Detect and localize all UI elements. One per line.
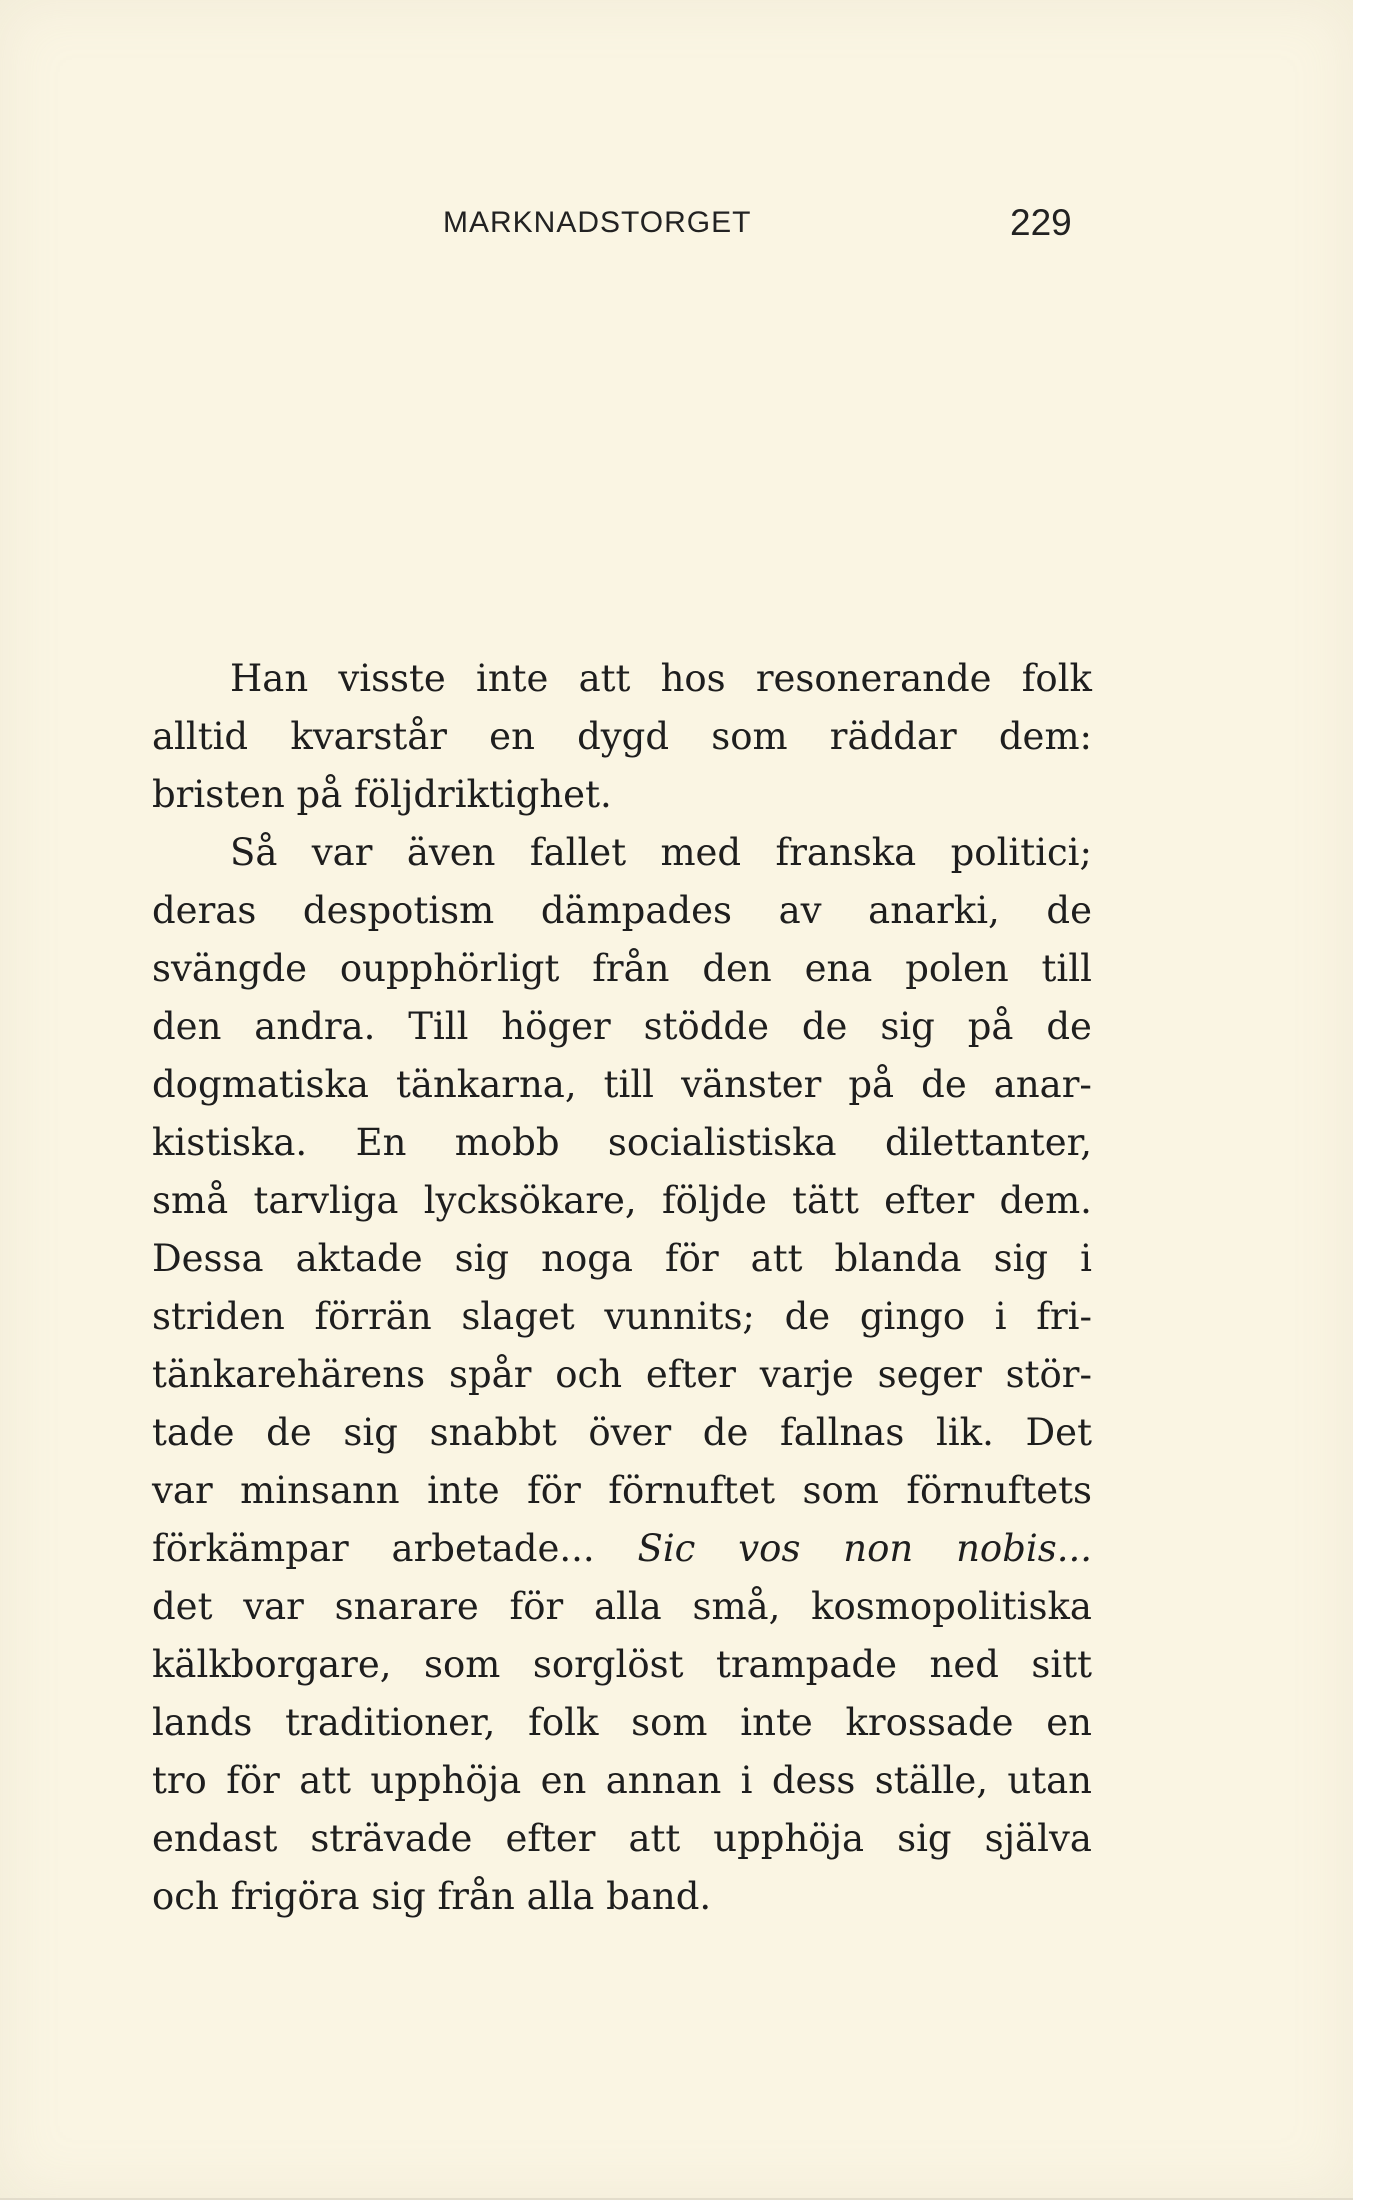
word: despotism <box>302 889 495 932</box>
word: för <box>664 1237 719 1280</box>
word: i <box>994 1295 1007 1338</box>
word: noga <box>541 1237 633 1280</box>
word: att <box>750 1237 803 1280</box>
word: en <box>540 1759 587 1802</box>
word: vänster <box>681 1063 822 1106</box>
word: folk <box>528 1701 599 1744</box>
word: aktade <box>295 1237 423 1280</box>
word: var <box>311 831 373 874</box>
word: anarki, <box>868 889 1000 932</box>
word: små <box>152 1179 229 1222</box>
word: ställe, <box>874 1759 989 1802</box>
word: alltid <box>152 715 249 758</box>
word: oupphörligt <box>339 947 560 990</box>
word: deras <box>152 889 257 932</box>
word: kälkborgare, <box>152 1643 392 1686</box>
word: Han <box>230 657 309 700</box>
word: förnuftets <box>906 1469 1092 1512</box>
word: räddar <box>829 715 957 758</box>
word: anar- <box>993 1063 1092 1106</box>
word: fri- <box>1036 1295 1092 1338</box>
word: svängde <box>152 947 308 990</box>
text-line <box>152 1346 1092 1404</box>
word: sorglöst <box>532 1643 684 1686</box>
text-line <box>152 1288 1092 1346</box>
word: minsann <box>240 1469 400 1512</box>
word: den <box>702 947 772 990</box>
word: lycksökare, <box>423 1179 637 1222</box>
word: förkämpar <box>152 1527 349 1570</box>
word: en <box>1046 1701 1092 1744</box>
word: från <box>592 947 670 990</box>
word: dem: <box>998 715 1092 758</box>
word: även <box>406 831 496 874</box>
word: tänkarehärens <box>152 1353 426 1396</box>
text-line <box>152 824 1092 882</box>
word: snabbt <box>429 1411 557 1454</box>
text-line <box>152 1404 1092 1462</box>
word: folk <box>1021 657 1092 700</box>
word: krossade <box>845 1701 1014 1744</box>
word: striden <box>152 1295 285 1338</box>
word: seger <box>877 1353 982 1396</box>
word: till <box>1041 947 1092 990</box>
word: med <box>660 831 742 874</box>
word: upphöja <box>713 1817 865 1860</box>
word: dilettanter, <box>884 1121 1092 1164</box>
body-text <box>152 650 1092 1926</box>
word: över <box>588 1411 672 1454</box>
word: tätt <box>792 1179 859 1222</box>
word: en <box>489 715 535 758</box>
word: som <box>711 715 788 758</box>
word: fallnas <box>780 1411 905 1454</box>
word: En <box>355 1121 407 1164</box>
italic-word: nobis... <box>956 1527 1092 1570</box>
word: tro <box>152 1759 207 1802</box>
word: dygd <box>577 715 670 758</box>
word: polen <box>905 947 1009 990</box>
word: utan <box>1007 1759 1092 1802</box>
word: blanda <box>834 1237 962 1280</box>
word: inte <box>427 1469 500 1512</box>
word: stödde <box>643 1005 769 1048</box>
word: efter <box>884 1179 975 1222</box>
text-line <box>152 1810 1092 1868</box>
word: för <box>226 1759 280 1802</box>
word: Till <box>408 1005 469 1048</box>
word: i <box>740 1759 753 1802</box>
word: som <box>802 1469 879 1512</box>
word: den <box>152 1005 222 1048</box>
word: Så <box>230 831 278 874</box>
word: dess <box>771 1759 856 1802</box>
word: hos <box>660 657 726 700</box>
word: tarvliga <box>253 1179 399 1222</box>
word: inte <box>740 1701 813 1744</box>
word: förrän <box>314 1295 432 1338</box>
word: de <box>801 1005 848 1048</box>
word: för <box>509 1585 564 1628</box>
word: på <box>848 1063 895 1106</box>
word: att <box>299 1759 352 1802</box>
word: endast <box>152 1817 278 1860</box>
word: de <box>266 1411 312 1454</box>
word: små, <box>692 1585 781 1628</box>
word: kosmopolitiska <box>811 1585 1092 1628</box>
word: tänkarna, <box>396 1063 577 1106</box>
text-line <box>152 1172 1092 1230</box>
word: sitt <box>1031 1643 1092 1686</box>
word: på <box>967 1005 1014 1048</box>
text-line <box>152 1230 1092 1288</box>
italic-word: non <box>843 1527 914 1570</box>
word: resonerande <box>755 657 992 700</box>
word: mobb <box>454 1121 560 1164</box>
word: följde <box>661 1179 767 1222</box>
text-line <box>152 882 1092 940</box>
word: politici; <box>950 831 1092 874</box>
word: lands <box>152 1701 253 1744</box>
word: de <box>702 1411 749 1454</box>
word: sig <box>880 1005 935 1048</box>
word: var <box>152 1469 213 1512</box>
word: tade <box>152 1411 235 1454</box>
word: traditioner, <box>285 1701 496 1744</box>
running-header: MARKNADSTORGET <box>443 206 752 239</box>
word: inte <box>475 657 549 700</box>
italic-word: Sic <box>637 1527 696 1570</box>
word: höger <box>501 1005 611 1048</box>
word: stör- <box>1005 1353 1092 1396</box>
word: Dessa <box>152 1237 264 1280</box>
italic-word: vos <box>738 1527 801 1570</box>
word: att <box>578 657 631 700</box>
page-number: 229 <box>1010 202 1072 243</box>
word: kistiska. <box>152 1121 308 1164</box>
text-line <box>152 1520 1092 1578</box>
word: alla <box>593 1585 662 1628</box>
word: dämpades <box>540 889 732 932</box>
word: att <box>628 1817 681 1860</box>
word: varje <box>759 1353 854 1396</box>
word: de <box>1046 1005 1092 1048</box>
word: själva <box>984 1817 1092 1860</box>
word: socialistiska <box>607 1121 837 1164</box>
text-line <box>152 1752 1092 1810</box>
text-line: och frigöra sig från alla band. <box>152 1875 712 1918</box>
word: de <box>784 1295 831 1338</box>
word: kvarstår <box>290 715 447 758</box>
word: arbetade... <box>391 1527 595 1570</box>
word: dogmatiska <box>152 1063 369 1106</box>
word: spår <box>448 1353 532 1396</box>
word: sig <box>454 1237 510 1280</box>
text-line <box>152 1578 1092 1636</box>
text-line <box>152 708 1092 766</box>
word: trampade <box>715 1643 897 1686</box>
word: förnuftet <box>608 1469 775 1512</box>
word: sig <box>343 1411 398 1454</box>
word: franska <box>775 831 917 874</box>
word: snarare <box>334 1585 479 1628</box>
word: ena <box>804 947 873 990</box>
word: lik. <box>936 1411 994 1454</box>
word: det <box>152 1585 213 1628</box>
word: upphöja <box>370 1759 522 1802</box>
word: var <box>243 1585 304 1628</box>
word: strävade <box>310 1817 473 1860</box>
word: de <box>1046 889 1092 932</box>
word: av <box>778 889 822 932</box>
text-line <box>152 650 1092 708</box>
text-line <box>152 940 1092 998</box>
word: sig <box>993 1237 1049 1280</box>
word: annan <box>605 1759 722 1802</box>
text-line <box>152 1462 1092 1520</box>
text-line <box>152 1114 1092 1172</box>
text-line: bristen på följdriktighet. <box>152 773 612 816</box>
word: gingo <box>859 1295 966 1338</box>
word: till <box>603 1063 655 1106</box>
word: fallet <box>529 831 627 874</box>
word: efter <box>645 1353 736 1396</box>
word: dem. <box>999 1179 1092 1222</box>
word: för <box>527 1469 581 1512</box>
word: andra. <box>254 1005 376 1048</box>
word: som <box>423 1643 501 1686</box>
word: slaget <box>461 1295 575 1338</box>
word: vunnits; <box>604 1295 755 1338</box>
word: som <box>631 1701 708 1744</box>
word: de <box>921 1063 967 1106</box>
text-line <box>152 1694 1092 1752</box>
word: ned <box>929 1643 999 1686</box>
scan-margin <box>1353 0 1385 2210</box>
text-line <box>152 998 1092 1056</box>
text-line <box>152 1056 1092 1114</box>
word: sig <box>897 1817 952 1860</box>
word: efter <box>505 1817 596 1860</box>
word: Det <box>1025 1411 1092 1454</box>
word: visste <box>338 657 446 700</box>
word: i <box>1080 1237 1092 1280</box>
text-line <box>152 1636 1092 1694</box>
word: och <box>555 1353 623 1396</box>
